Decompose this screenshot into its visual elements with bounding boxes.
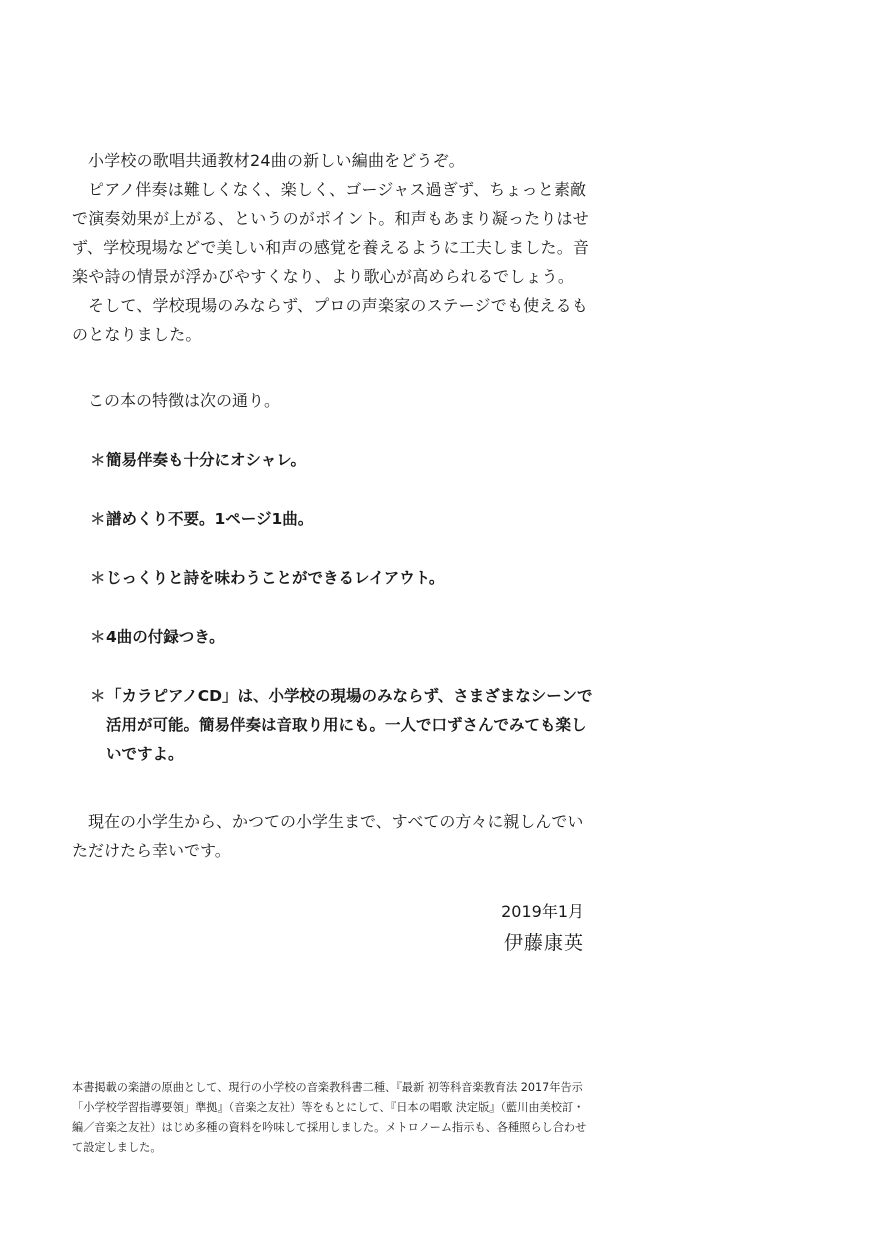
features-list xyxy=(90,446,595,799)
footnote: 本書掲載の楽譜の原曲として、現行の小学校の音楽教科書二種、『最新 初等科音楽教育法 2017年告示「小学校学習指導要領」準拠』（音楽之友社）等をもとにして、『日本の唱歌 決定版』（藍川由美校訂・編／音楽之友社）はじめ多種の資料を吟味して採用しました。メトロノーム指示も、各種照らし合わせて設定しました。 xyxy=(72,1081,587,1154)
feature-text: じっくりと詩を味わうことができるレイアウト。 xyxy=(106,569,445,587)
closing-paragraph: 現在の小学生から、かつての小学生まで、すべての方々に親しんでいただけたら幸いです。 xyxy=(72,812,584,860)
asterisk-bullet-icon: ＊ xyxy=(90,628,106,646)
intro-paragraph-1: 小学校の歌唱共通教材24曲の新しい編曲をどうぞ。 xyxy=(88,151,465,170)
signature-author: 伊藤康英 xyxy=(503,932,584,954)
features-lead: この本の特徴は次の通り。 xyxy=(88,391,281,410)
feature-text: 譜めくり不要。1ページ1曲。 xyxy=(106,510,314,528)
asterisk-bullet-icon: ＊ xyxy=(90,510,106,528)
feature-item xyxy=(90,623,595,652)
feature-item xyxy=(90,564,595,593)
feature-text: 「カラピアノCD」は、小学校の現場のみならず、さまざまなシーンで活用が可能。簡易伴奏は音取り用にも。一人で口ずさんでみても楽しいですよ。 xyxy=(106,687,593,763)
feature-text: 簡易伴奏も十分にオシャレ。 xyxy=(106,451,306,469)
feature-item xyxy=(90,505,595,534)
asterisk-bullet-icon: ＊ xyxy=(90,569,106,587)
feature-text: 4曲の付録つき。 xyxy=(106,628,225,646)
asterisk-bullet-icon: ＊ xyxy=(90,451,106,469)
feature-item xyxy=(90,446,595,475)
intro-paragraph-2: ピアノ伴奏は難しくなく、楽しく、ゴージャス過ぎず、ちょっと素敵で演奏効果が上がる、というのがポイント。和声もあまり凝ったりはせず、学校現場などで美しい和声の感覚を養えるように工夫しました。音楽や詩の情景が浮かびやすくなり、より歌心が高められるでしょう。 xyxy=(72,180,590,286)
signature-date: 2019年1月 xyxy=(501,902,584,921)
intro-section xyxy=(72,146,592,349)
intro-paragraph-3: そして、学校現場のみならず、プロの声楽家のステージでも使えるものとなりました。 xyxy=(72,296,588,344)
feature-item xyxy=(90,682,595,769)
asterisk-bullet-icon: ＊ xyxy=(90,687,106,705)
